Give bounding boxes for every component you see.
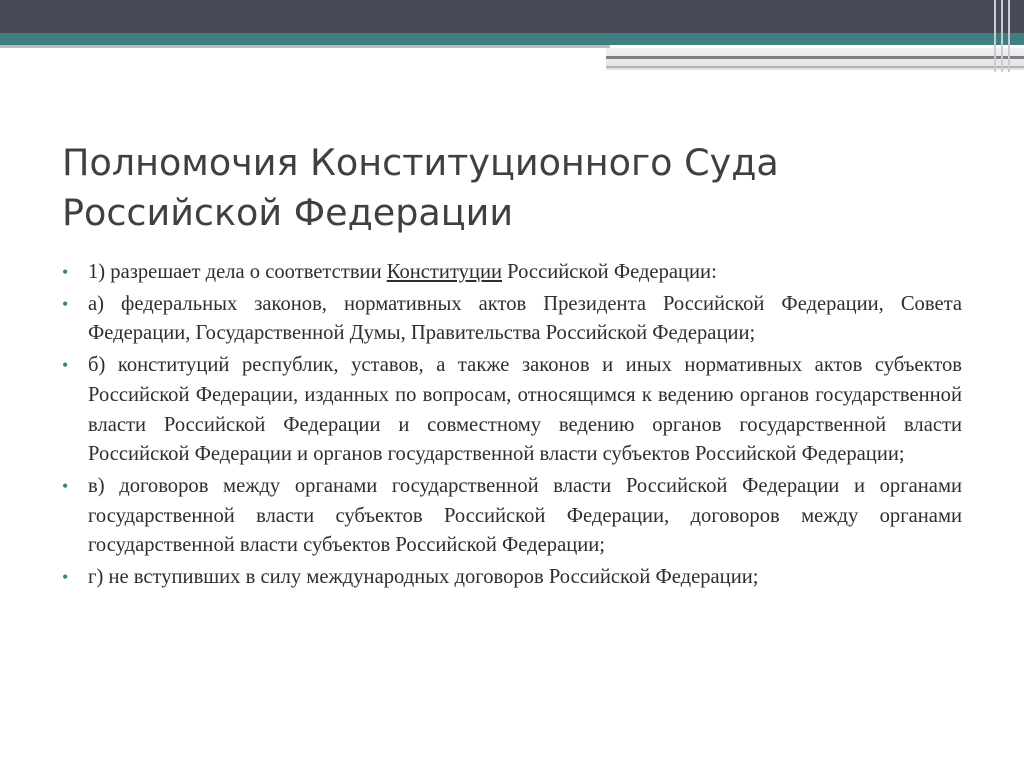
item-text: Российской Федерации:: [502, 261, 717, 283]
header-line: [0, 45, 610, 48]
bullet-list: [62, 258, 962, 595]
constitution-link[interactable]: Конституции: [386, 261, 503, 283]
item-text: 1) разрешает дела о соответствии: [88, 261, 387, 283]
slide-title: [62, 138, 962, 238]
title-line-2: Российской Федерации: [62, 191, 514, 234]
header-line: [606, 56, 1024, 59]
list-item: [62, 258, 962, 288]
item-text: г) не вступивших в силу международных договоров Российской Федерации;: [88, 566, 759, 589]
bullet-icon: •: [62, 567, 69, 588]
list-item: [62, 472, 962, 561]
header-band-teal: [0, 33, 1024, 45]
header-line: [606, 66, 1024, 68]
bullet-icon: •: [62, 475, 69, 496]
header-decoration: [0, 0, 1024, 76]
item-text: а) федеральных законов, нормативных актов Президента Российской Федерации, Совета Федерации, Государственной Думы, Правительства Российской Федерации;: [88, 292, 962, 345]
bullet-icon: •: [62, 262, 69, 282]
bullet-icon: •: [62, 293, 69, 314]
item-text: б) конституций республик, уставов, а также законов и иных нормативных актов субъектов Российской Федерации, изданных по вопросам, относящимся к ведению органов государственной власти Российской Федерации и совместному ведению органов государственной власти Российской Федерации и органов государственной власти субъектов Российской Федерации;: [88, 354, 962, 466]
bullet-icon: •: [62, 355, 69, 376]
item-text: в) договоров между органами государственной власти Российской Федерации и органами государственной власти субъектов Российской Федерации, договоров между органами государственной власти субъектов Российской Федерации;: [88, 474, 962, 557]
list-item: [62, 351, 962, 470]
header-band-dark: [0, 0, 1024, 33]
list-item: [62, 290, 962, 349]
list-item: [62, 563, 962, 593]
title-line-1: Полномочия Конституционного Суда: [62, 141, 779, 184]
header-stripe: [1008, 0, 1010, 72]
header-stripe: [1001, 0, 1003, 72]
header-stripe: [994, 0, 996, 72]
